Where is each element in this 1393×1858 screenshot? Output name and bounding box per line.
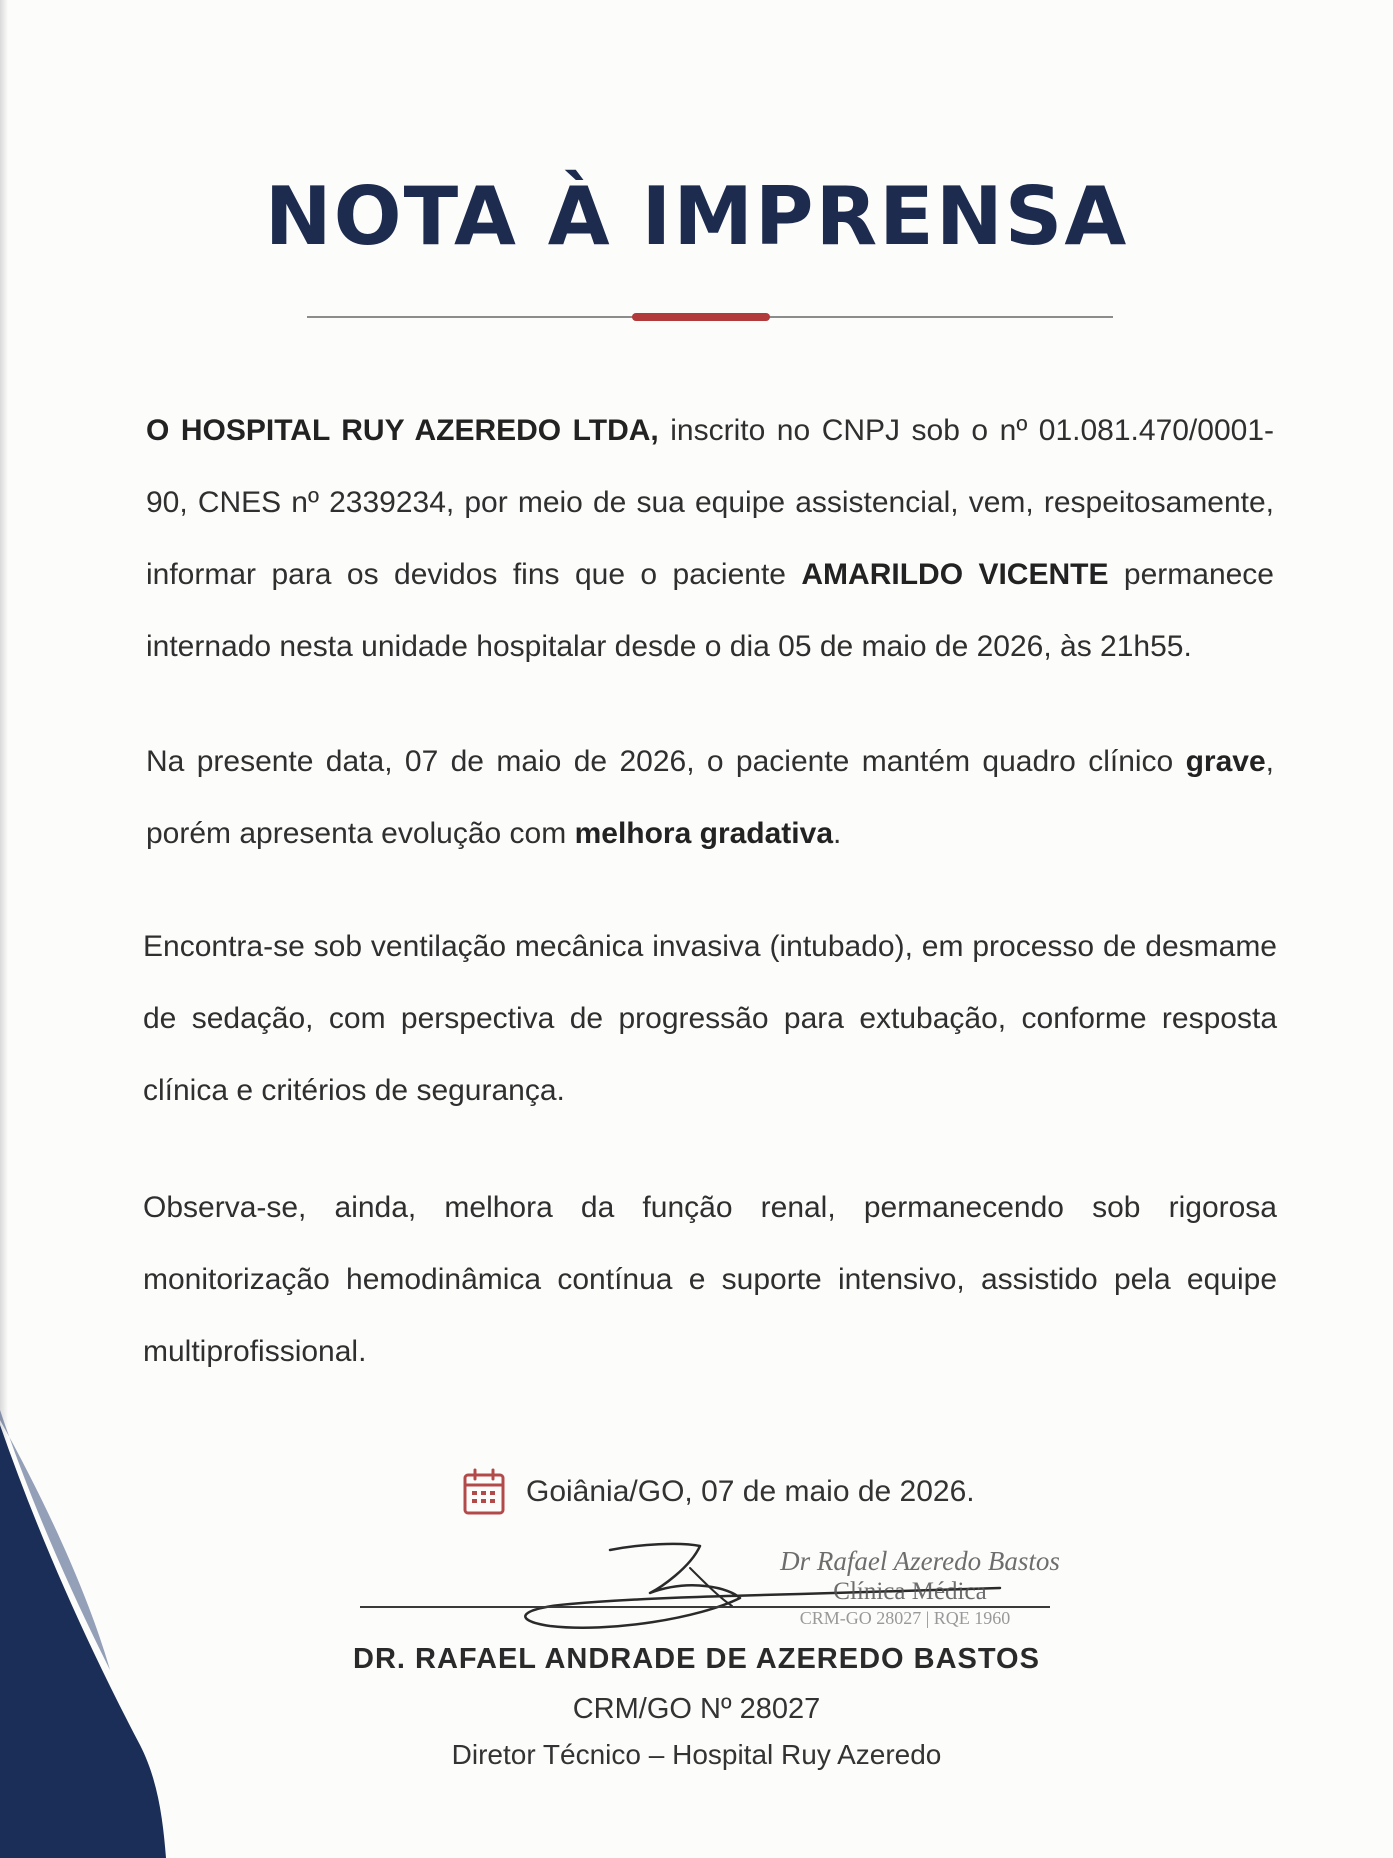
paragraph-ventilation: Encontra-se sob ventilação mecânica invasiva (intubado), em processo de desmame de sedação, com perspectiva de progressão para extubação, conforme resposta clínica e critérios de segurança. bbox=[143, 930, 1277, 1107]
place-date-text: Goiânia/GO, 07 de maio de 2026. bbox=[526, 1475, 975, 1508]
paragraph-text: inscrito no CNPJ sob o nº 01.081.470/0001-90, CNES nº 2339234, por meio de sua equipe assistencial, vem, respeitosamente, informar para os devidos fins que o paciente bbox=[146, 414, 1274, 591]
signer-crm: CRM/GO Nº 28027 bbox=[572, 1693, 821, 1725]
signature-line bbox=[360, 1606, 1050, 1608]
status-improvement: melhora gradativa bbox=[574, 817, 834, 850]
paragraph-renal: Observa-se, ainda, melhora da função renal, permanecendo sob rigorosa monitorização hemodinâmica contínua e suporte intensivo, assistido pela equipe multiprofissional. bbox=[143, 1191, 1277, 1368]
signer-name: DR. RAFAEL ANDRADE DE AZEREDO BASTOS bbox=[353, 1643, 1040, 1675]
hospital-name: O HOSPITAL RUY AZEREDO LTDA, bbox=[146, 414, 659, 447]
page-title: NOTA À IMPRENSA bbox=[264, 170, 1129, 263]
paragraph-text: Na presente data, 07 de maio de 2026, o paciente mantém quadro clínico bbox=[146, 745, 1186, 778]
stamp-registration: CRM-GO 28027 | RQE 1960 bbox=[799, 1608, 1011, 1628]
paragraph-text: , porém apresenta evolução com bbox=[146, 745, 1274, 850]
patient-name: AMARILDO VICENTE bbox=[801, 558, 1109, 591]
doctor-stamp bbox=[770, 1545, 1070, 1629]
stamp-name: Dr Rafael Azeredo Bastos bbox=[780, 1546, 1060, 1576]
status-grave: grave bbox=[1185, 745, 1266, 778]
calendar-icon bbox=[462, 1468, 506, 1516]
signer-role: Diretor Técnico – Hospital Ruy Azeredo bbox=[451, 1739, 942, 1770]
paragraph-text: . bbox=[833, 817, 842, 850]
paragraph-text: permanece internado nesta unidade hospitalar desde o dia 05 de maio de 2026, às 21h55. bbox=[146, 558, 1274, 663]
place-date bbox=[462, 1468, 975, 1516]
paragraph-identification bbox=[146, 395, 1274, 683]
paragraph-status bbox=[146, 726, 1274, 870]
title-divider-accent bbox=[632, 313, 770, 321]
stamp-specialty: Clínica Médica bbox=[833, 1578, 987, 1605]
